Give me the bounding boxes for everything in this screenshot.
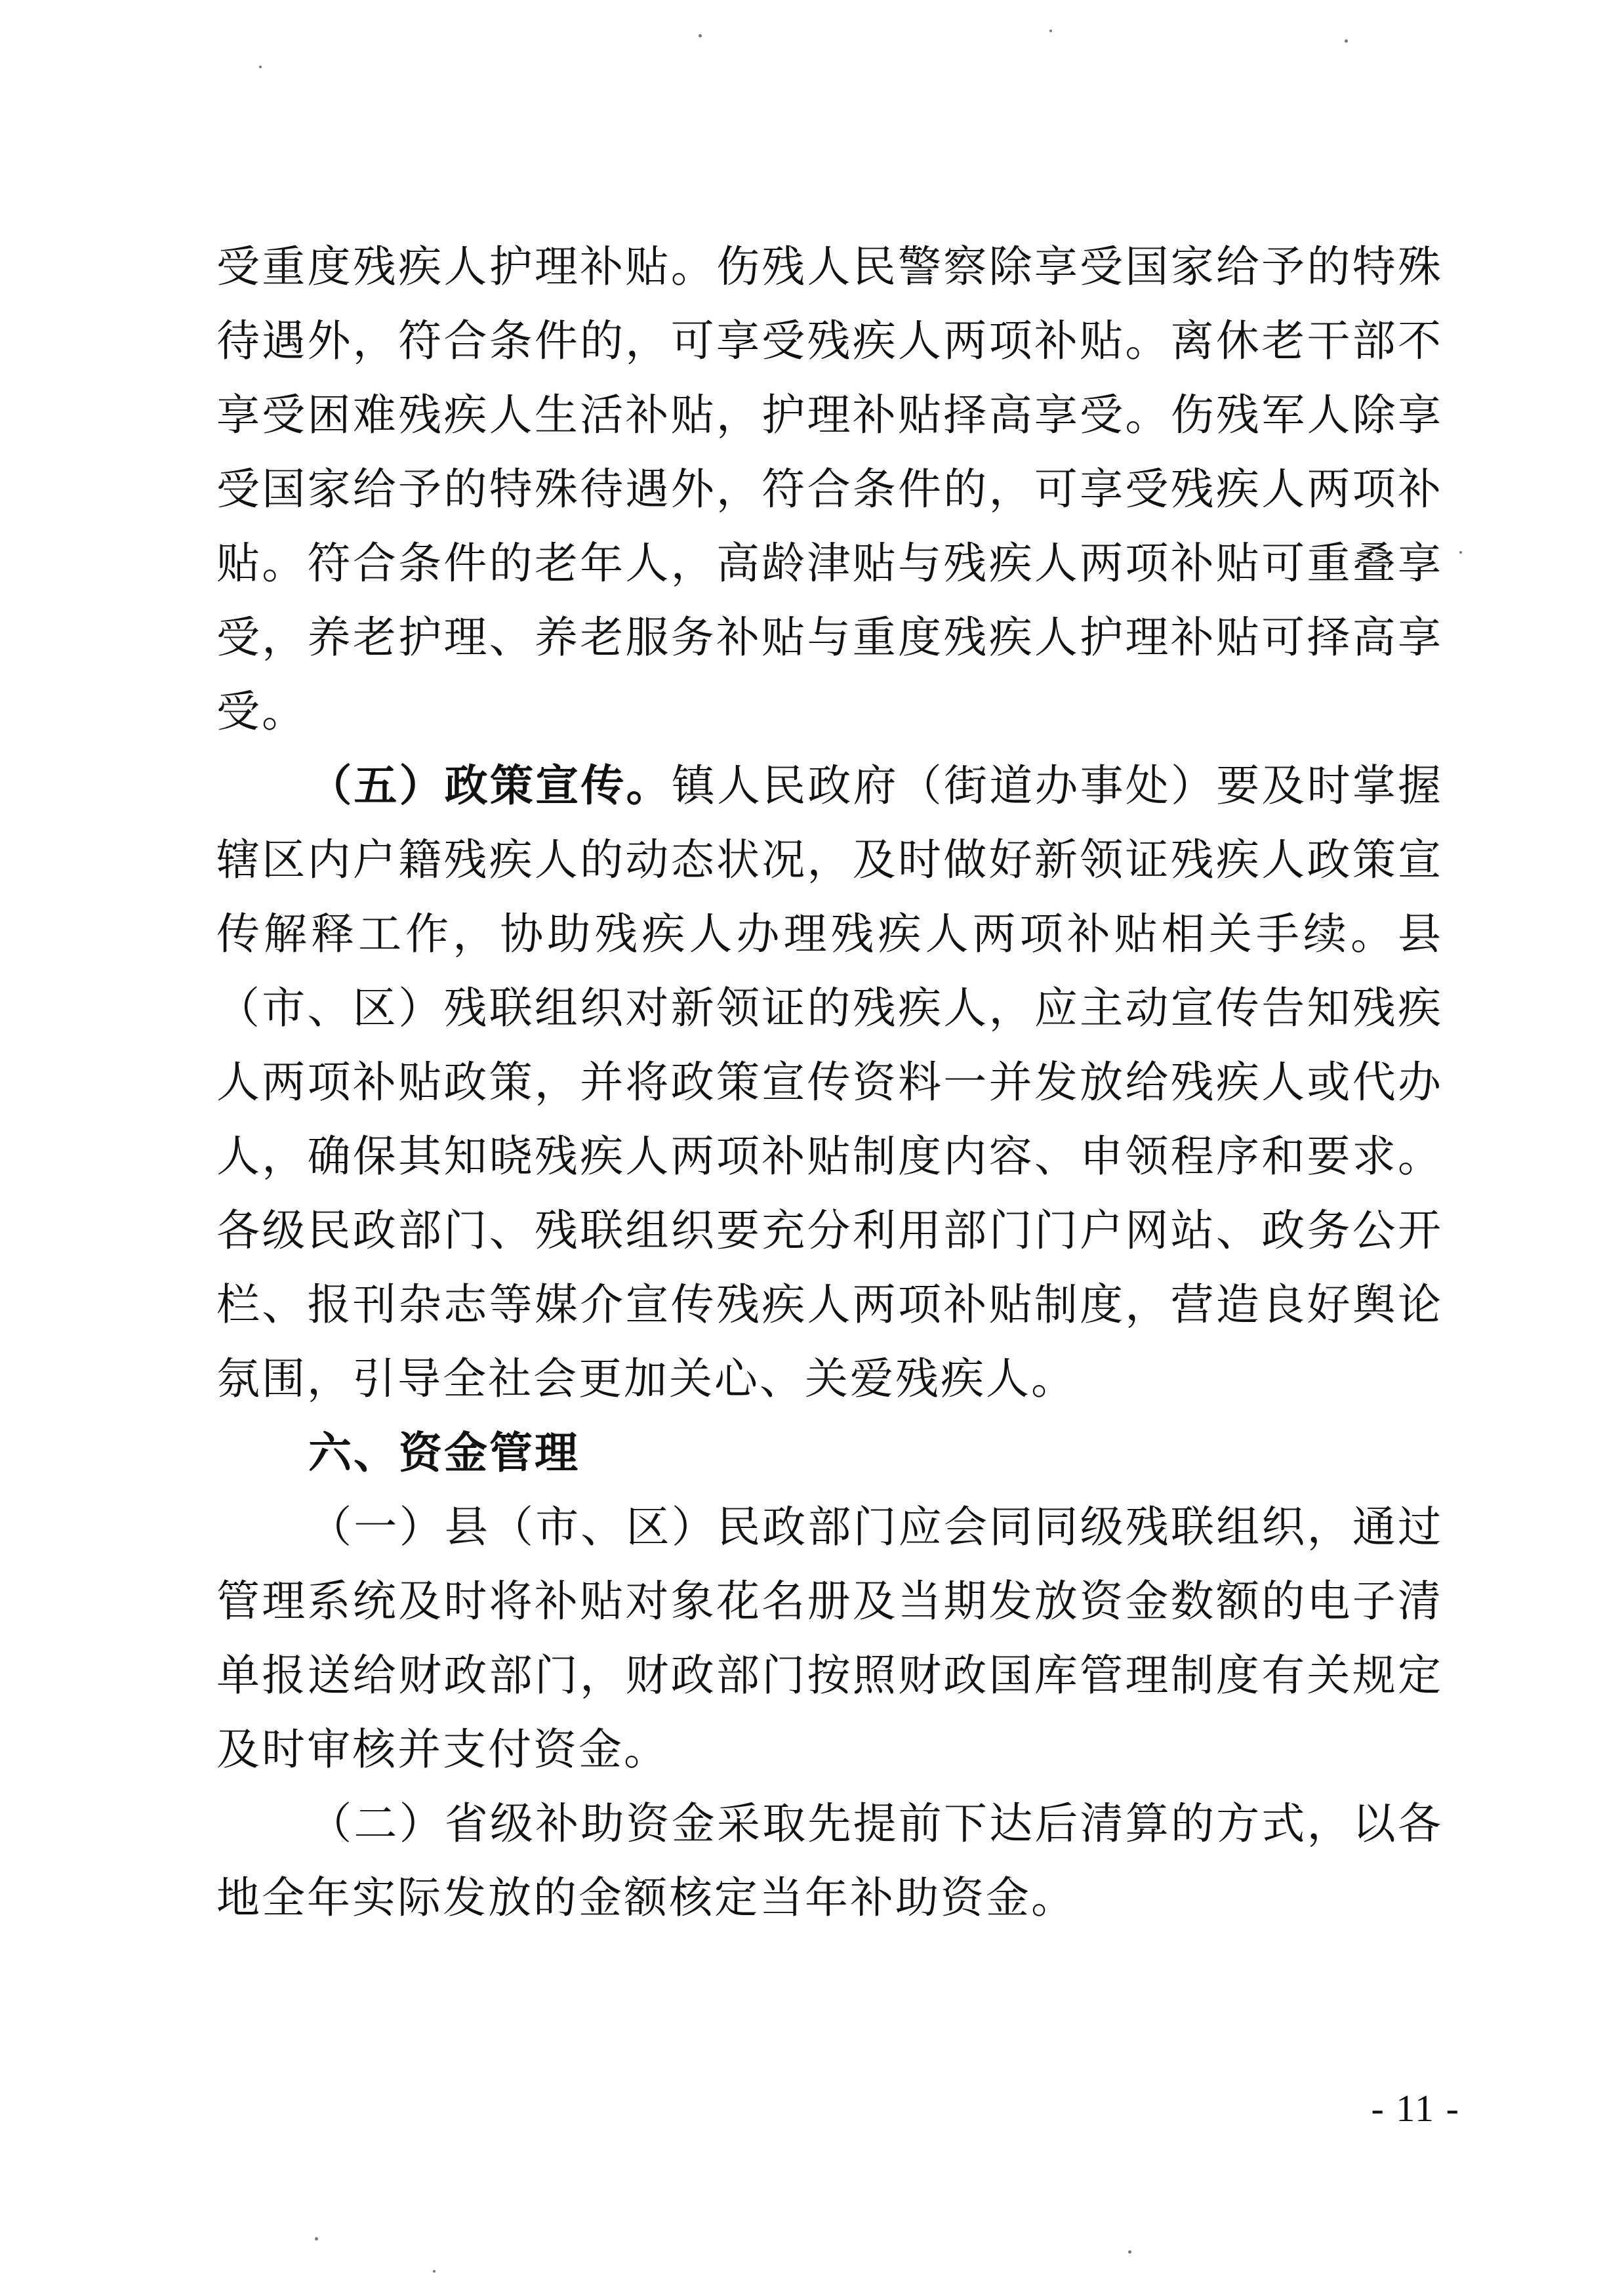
scan-speck <box>1345 39 1348 43</box>
paragraph-text: （一）县（市、区）民政部门应会同同级残联组织，通过管理系统及时将补贴对象花名册及当期发放资金数额的电子清单报送给财政部门，财政部门按照财政国库管理制度有关规定及时审核并支付资金。 <box>216 1502 1443 1775</box>
scan-speck <box>1049 30 1052 32</box>
paragraph-text: 镇人民政府（街道办事处）要及时掌握辖区内户籍残疾人的动态状况，及时做好新领证残疾人政策宣传解释工作，协助残疾人办理残疾人两项补贴相关手续。县（市、区）残联组织对新领证的残疾人，应主动宣传告知残疾人两项补贴政策，并将政策宣传资料一并发放给残疾人或代办人，确保其知晓残疾人两项补贴制度内容、申领程序和要求。各级民政部门、残联组织要充分利用部门门户网站、政务公开栏、报刊杂志等媒介宣传残疾人两项补贴制度，营造良好舆论氛围，引导全社会更加关心、关爱残疾人。 <box>216 760 1444 1404</box>
scan-speck <box>315 2237 318 2240</box>
document-body <box>216 230 1443 1935</box>
paragraph-policy-publicity <box>216 749 1443 1416</box>
scan-speck <box>259 66 262 68</box>
paragraph-lead: （五）政策宣传。 <box>308 760 672 811</box>
scan-speck <box>699 34 702 37</box>
paragraph-text: （二）省级补助资金采取先提前下达后清算的方式，以各地全年实际发放的金额核定当年补助资金。 <box>216 1798 1443 1923</box>
paragraph-continued <box>216 230 1443 749</box>
paragraph-fund-management-1 <box>216 1490 1443 1786</box>
scan-speck <box>433 2270 436 2273</box>
section-heading <box>216 1416 1443 1490</box>
paragraph-text: 受重度残疾人护理补贴。伤残人民警察除享受国家给予的特殊待遇外，符合条件的，可享受残疾人两项补贴。离休老干部不享受困难残疾人生活补贴，护理补贴择高享受。伤残军人除享受国家给予的特殊待遇外，符合条件的，可享受残疾人两项补贴。符合条件的老年人，高龄津贴与残疾人两项补贴可重叠享受，养老护理、养老服务补贴与重度残疾人护理补贴可择高享受。 <box>216 241 1443 737</box>
scan-speck <box>1459 551 1462 554</box>
page-number: - 11 - <box>1371 2087 1460 2130</box>
section-heading-text: 六、资金管理 <box>308 1428 580 1478</box>
paragraph-fund-management-2 <box>216 1786 1443 1935</box>
scan-speck <box>1128 2250 1131 2254</box>
